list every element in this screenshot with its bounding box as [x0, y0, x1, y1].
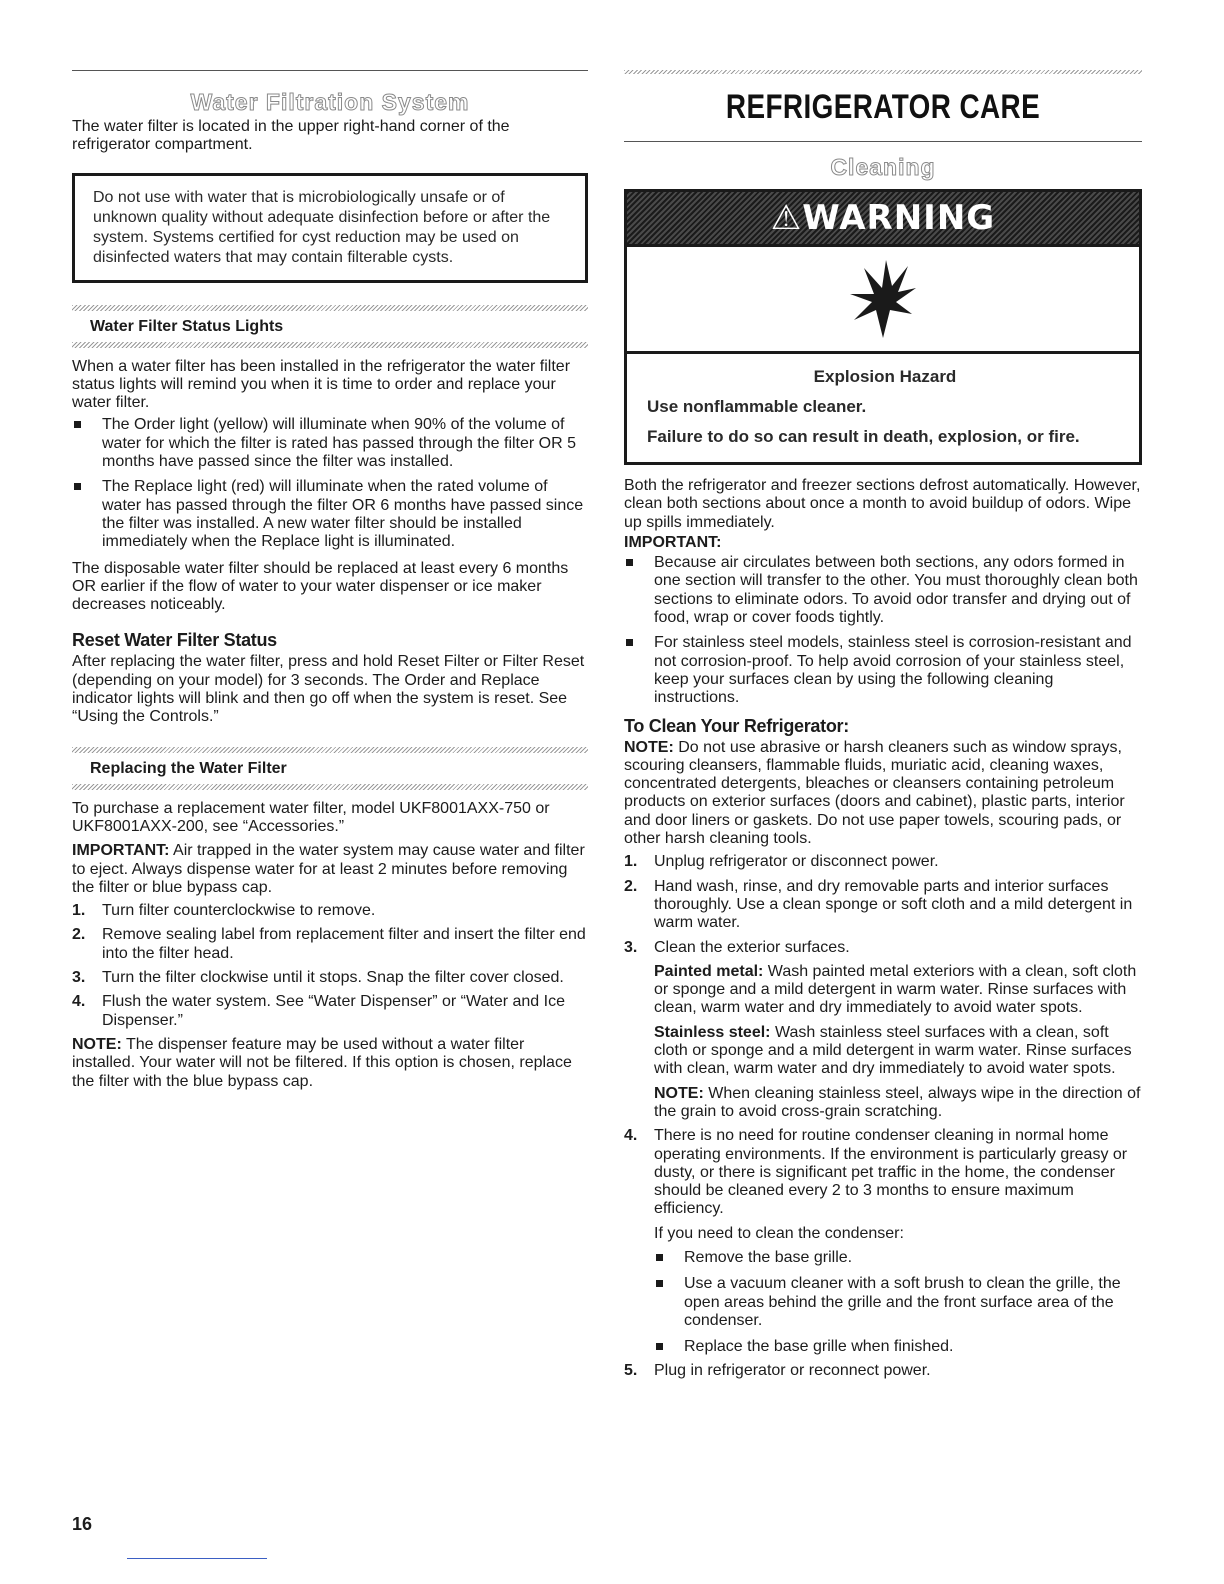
status-lights-heading: Water Filter Status Lights [90, 317, 284, 335]
section-title-water-filtration: Water Filtration System [190, 89, 470, 115]
list-item: Remove the base grille. [654, 1249, 1142, 1267]
replacing-steps [72, 902, 588, 1030]
left-column [72, 70, 588, 1091]
square-bullet-icon [74, 483, 81, 490]
clean-note: NOTE: Do not use abrasive or harsh cleaners such as window sprays, scouring cleansers, flammable fluids, muriatic acid, cleaning waxes, concentrated detergents, bleaches or cleansers containing petroleum products on exterior surfaces (doors and cabinet), plastic parts, interior and door liners or gaskets. Do not use paper towels, scouring pads, or other harsh cleaning tools. [624, 738, 1125, 848]
square-bullet-icon [626, 639, 633, 646]
section-title-cleaning: Cleaning [830, 154, 936, 180]
right-column [624, 70, 1142, 1381]
list-item: For stainless steel models, stainless steel is corrosion-resistant and not corrosion-proof. To help avoid corrosion of your stainless steel, keep your surfaces clean by using the following cleaning instructions. [624, 634, 1142, 707]
stainless-steel-para: Stainless steel: Wash stainless steel surfaces with a clean, soft cloth or sponge and a mild detergent in warm water. Rinse surfaces with clean, warm water and dry immediately to avoid water spots. [654, 1023, 1132, 1078]
list-item: The Replace light (red) will illuminate when the rated volume of water has passed through the filter OR 6 months have passed since the filter was installed. A new water filter should be installed immediately when the Replace light is illuminated. [72, 478, 588, 551]
replace-interval-para: The disposable water filter should be replaced at least every 6 months OR earlier if the flow of water to your water dispenser or ice maker decreases noticeably. [72, 559, 569, 614]
stainless-note-para: NOTE: When cleaning stainless steel, always wipe in the direction of the grain to avoid cross-grain scratching. [654, 1084, 1141, 1120]
explosion-icon [627, 247, 1139, 354]
warning-banner [627, 192, 1139, 247]
warning-line-1: Use nonflammable cleaner. [647, 397, 867, 416]
square-bullet-icon [74, 421, 81, 428]
list-item: The Order light (yellow) will illuminate when 90% of the volume of water for which the filter is rated has passed through the filter OR 5 months have passed since the filter was installed. [72, 416, 588, 471]
square-bullet-icon [656, 1280, 663, 1287]
clean-heading: To Clean Your Refrigerator: [624, 715, 849, 736]
painted-metal-para: Painted metal: Wash painted metal exteriors with a clean, soft cloth or sponge and a mild detergent in warm water. Rinse surfaces with clean, warm water and dry immediately to avoid water spots. [654, 962, 1137, 1017]
cleaning-steps [624, 853, 1142, 1380]
condenser-intro: If you need to clean the condenser: [654, 1224, 904, 1242]
title-rule [624, 141, 1142, 142]
status-lights-bullets [72, 416, 588, 551]
reset-para: After replacing the water filter, press and hold Reset Filter or Filter Reset (depending on your model) for 3 seconds. The Order and Replace indicator lights will blink and then go off when the system is reset. See “Using the Controls.” [72, 653, 585, 726]
warning-banner-text: ⚠WARNING [770, 198, 996, 238]
note-para: NOTE: The dispenser feature may be used without a water filter installed. Your water will not be filtered. If this option is chosen, replace the filter with the blue bypass cap. [72, 1035, 572, 1090]
list-item: 4. Flush the water system. See “Water Dispenser” or “Water and Ice Dispenser.” [72, 993, 565, 1029]
replacing-heading: Replacing the Water Filter [90, 759, 287, 777]
list-item: Because air circulates between both sections, any odors formed in one section will transfer to the other. You must thoroughly clean both sections to eliminate odors. To avoid odor transfer and drying out of food, wrap or cover foods tightly. [624, 554, 1142, 627]
list-item: 3. Clean the exterior surfaces. Painted metal: Wash painted metal exteriors with a clean, soft cloth or sponge and a mild detergent in warm water. Rinse surfaces with clean, warm water and dry immediately to avoid water spots. Stainless steel: Wash stainless steel surfaces with a clean, soft cloth or sponge and a mild detergent in warm water. Rinse surfaces with clean, warm water and dry immediately to avoid water spots. NOTE: When cleaning stainless steel, always wipe in the direction of the grain to avoid cross-grain scratching. [624, 938, 1141, 1120]
warning-text [627, 354, 1139, 462]
warning-line-2: Failure to do so can result in death, explosion, or fire. [647, 427, 1080, 446]
caution-box [72, 173, 588, 283]
hatch-divider [72, 342, 588, 348]
square-bullet-icon [656, 1254, 663, 1261]
hazard-title: Explosion Hazard [813, 367, 957, 386]
page-number: 16 [72, 1514, 93, 1534]
page-title: REFRIGERATOR CARE [725, 88, 1041, 126]
important-para: IMPORTANT: Air trapped in the water system may cause water and filter to eject. Always dispense water for at least 2 minutes before removing the filter or blue bypass cap. [72, 842, 585, 896]
list-item: 4. There is no need for routine condenser cleaning in normal home operating environments. If the environment is particularly greasy or dusty, or there is significant pet traffic in the home, the condenser should be cleaned every 2 to 3 months to ensure maximum efficiency. If you need to clean the condenser: Remove the base grille. Use a vacuum cleaner with a soft brush to clean the grille, the open areas behind the grille and the front surface area of the condenser. Replace the base grille when finished. [624, 1127, 1142, 1356]
list-item: Use a vacuum cleaner with a soft brush to clean the grille, the open areas behind the grille and the front surface area of the condenser. [654, 1275, 1142, 1330]
footer-link-rule [127, 1558, 267, 1559]
list-item: 1. Unplug refrigerator or disconnect power. [624, 853, 939, 871]
intro-text: The water filter is located in the upper right-hand corner of the refrigerator compartment. [72, 118, 510, 154]
square-bullet-icon [626, 559, 633, 566]
list-item: Replace the base grille when finished. [654, 1338, 1142, 1356]
list-item: 2. Hand wash, rinse, and dry removable parts and interior surfaces thoroughly. Use a clean sponge or soft cloth and a mild detergent in warm water. [624, 877, 1133, 932]
list-item: 2. Remove sealing label from replacement filter and insert the filter end into the filter head. [72, 926, 586, 962]
list-item: 1. Turn filter counterclockwise to remove. [72, 902, 376, 920]
warning-panel [624, 189, 1142, 465]
hatch-divider [72, 784, 588, 790]
important-label: IMPORTANT: [624, 533, 722, 551]
cleaning-intro: Both the refrigerator and freezer sections defrost automatically. However, clean both sections about once a month to avoid buildup of odors. Wipe up spills immediately. [624, 477, 1141, 531]
list-item: 3. Turn the filter clockwise until it stops. Snap the filter cover closed. [72, 969, 564, 987]
reset-heading: Reset Water Filter Status [72, 630, 277, 651]
condenser-bullets [654, 1249, 1142, 1356]
cleaning-bullets [624, 554, 1142, 707]
explosion-hazard-icon [848, 258, 918, 340]
hatch-divider [624, 70, 1142, 74]
replacing-para: To purchase a replacement water filter, model UKF8001AXX-750 or UKF8001AXX-200, see “Accessories.” [72, 799, 550, 835]
top-rule [72, 70, 588, 71]
list-item: 5. Plug in refrigerator or reconnect power. [624, 1362, 931, 1380]
caution-text: Do not use with water that is microbiologically unsafe or of unknown quality without adequate disinfection before or after the system. Systems certified for cyst reduction may be used on disinfected waters that may contain filterable cysts. [93, 188, 551, 266]
status-lights-para: When a water filter has been installed in the refrigerator the water filter status lights will remind you when it is time to order and replace your water filter. [72, 357, 571, 412]
square-bullet-icon [656, 1343, 663, 1350]
